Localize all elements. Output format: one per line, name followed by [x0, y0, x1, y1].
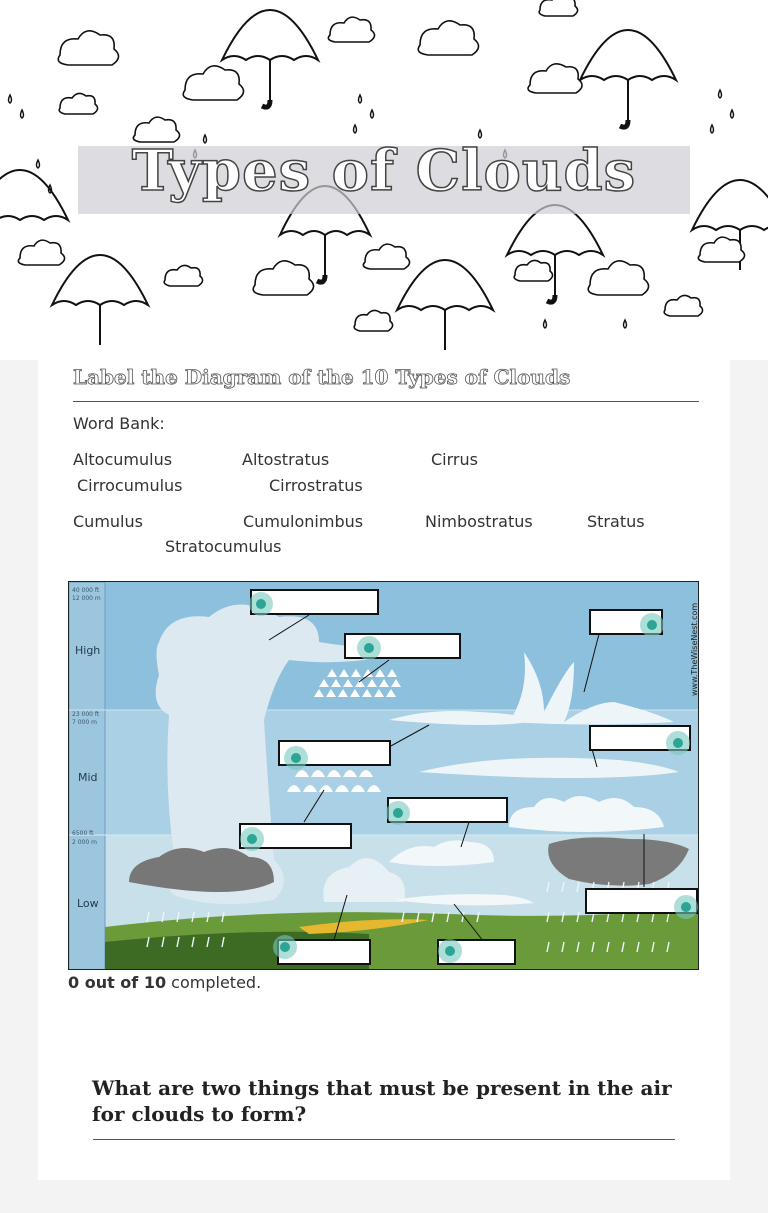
hotspot-marker[interactable]: [357, 636, 381, 660]
hotspot-marker[interactable]: [640, 613, 664, 637]
altitude-label: 40 000 ft: [72, 587, 100, 594]
header-banner: [0, 0, 768, 360]
altitude-label: 7 000 m: [72, 719, 97, 726]
word-bank-item: Stratocumulus: [165, 537, 282, 556]
progress-count: 0 out of 10: [68, 973, 167, 992]
zone-label: High: [75, 644, 101, 657]
word-bank-item: Cumulonimbus: [243, 512, 364, 531]
word-bank-item: Cirrocumulus: [77, 476, 183, 495]
word-bank-item: Stratus: [587, 512, 645, 531]
cloud-diagram: [68, 581, 699, 970]
hotspot-marker[interactable]: [273, 935, 297, 959]
section-divider: [73, 401, 699, 402]
progress-suffix: completed.: [166, 973, 262, 992]
watermark: www.TheWiseNest.com: [690, 602, 699, 696]
hotspot-marker[interactable]: [674, 895, 698, 919]
zone-label: Mid: [78, 771, 98, 784]
word-bank-item: Cumulus: [73, 512, 143, 531]
word-bank-item: Nimbostratus: [425, 512, 533, 531]
altitude-label: 12 000 m: [72, 595, 101, 602]
altitude-label: 6500 ft: [72, 830, 94, 837]
hotspot-marker[interactable]: [284, 746, 308, 770]
hotspot-marker[interactable]: [438, 939, 462, 963]
hotspot-marker[interactable]: [666, 731, 690, 755]
word-bank-item: Cirrus: [431, 450, 478, 469]
zone-label: Low: [77, 897, 99, 910]
question-text: What are two things that must be present in the air for clouds to form?: [92, 1076, 672, 1126]
word-bank-item: Cirrostratus: [269, 476, 363, 495]
altitude-label: 2 000 m: [72, 839, 97, 846]
hotspot-marker[interactable]: [240, 827, 264, 851]
progress-status: [68, 973, 261, 992]
word-bank-label: Word Bank:: [73, 414, 165, 433]
word-bank-item: Altostratus: [242, 450, 330, 469]
word-bank-item: Altocumulus: [73, 450, 173, 469]
section-title: Label the Diagram of the 10 Types of Clouds: [73, 365, 571, 389]
altitude-label: 23 000 ft: [72, 711, 100, 718]
answer-line[interactable]: [93, 1139, 675, 1140]
hotspot-marker[interactable]: [386, 801, 410, 825]
page-title: Types of Clouds: [131, 138, 637, 204]
hotspot-marker[interactable]: [249, 592, 273, 616]
